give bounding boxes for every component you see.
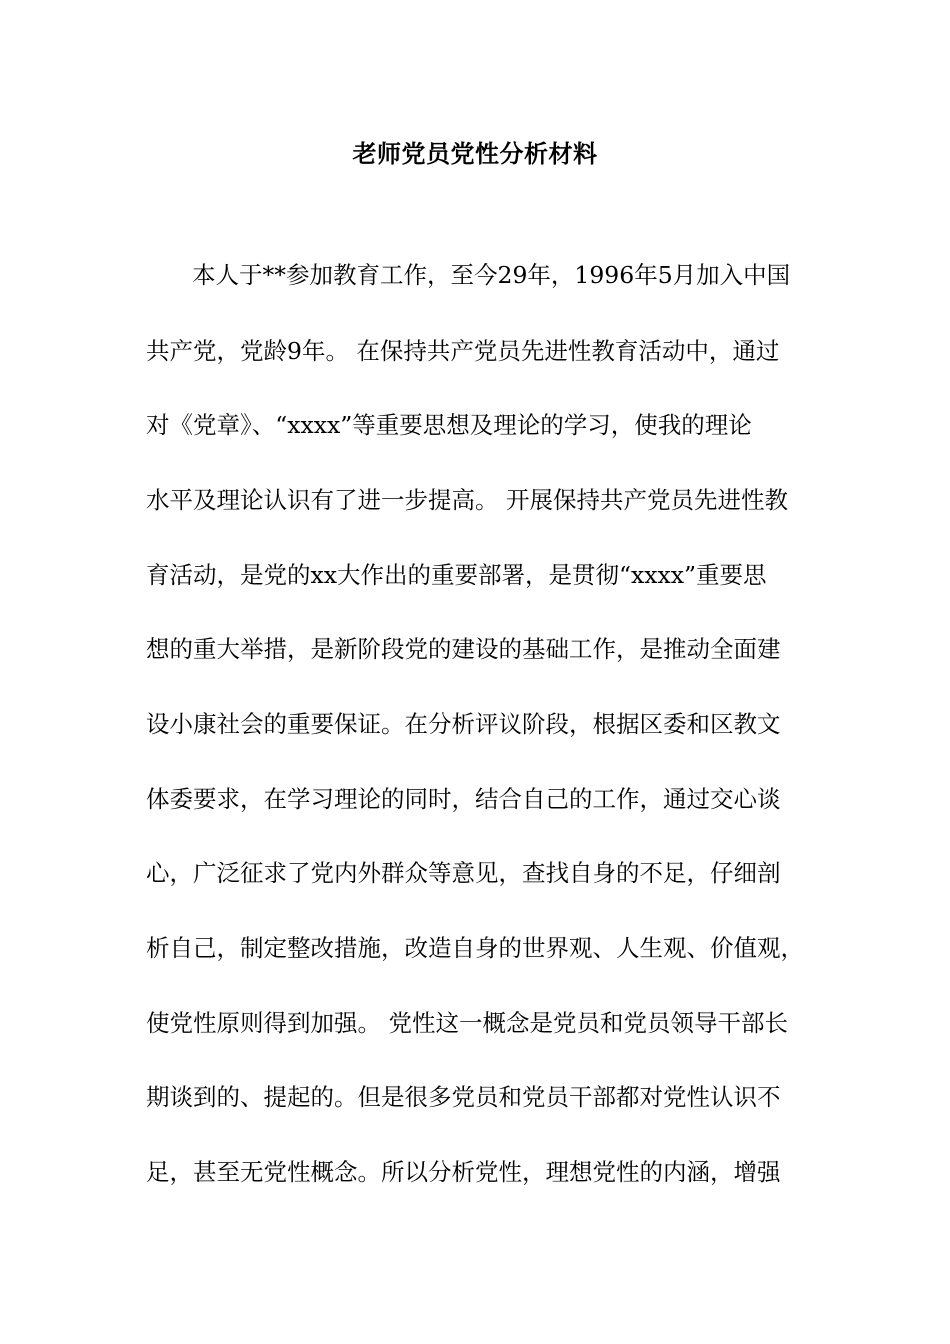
paragraph-line: 析自己，制定整改措施，改造自身的世界观、人生观、价值观， — [146, 934, 804, 962]
paragraph-line: 对《党章》、“xxxx”等重要思想及理论的学习，使我的理论 — [146, 411, 752, 439]
paragraph-line: 共产党，党龄9年。 在保持共产党员先进性教育活动中，通过 — [146, 337, 780, 365]
document-title: 老师党员党性分析材料 — [352, 139, 598, 168]
paragraph-line: 想的重大举措，是新阶段党的建设的基础工作，是推动全面建 — [146, 635, 781, 663]
paragraph-line: 育活动，是党的xx大作出的重要部署，是贯彻“xxxx”重要思 — [146, 561, 767, 589]
paragraph-line: 水平及理论认识有了进一步提高。 开展保持共产党员先进性教 — [146, 486, 788, 514]
paragraph-line: 期谈到的、提起的。但是很多党员和党员干部都对党性认识不 — [146, 1083, 781, 1111]
paragraph-line: 本人于**参加教育工作，至今29年，1996年5月加入中国 — [192, 261, 791, 289]
paragraph-line: 心，广泛征求了党内外群众等意见，查找自身的不足，仔细剖 — [146, 859, 781, 887]
paragraph-line: 体委要求，在学习理论的同时，结合自己的工作，通过交心谈 — [146, 785, 781, 813]
paragraph-line: 足，甚至无党性概念。所以分析党性，理想党性的内涵，增强 — [146, 1158, 781, 1186]
paragraph-line: 使党性原则得到加强。 党性这一概念是党员和党员领导干部长 — [146, 1009, 788, 1037]
paragraph-line: 设小康社会的重要保证。在分析评议阶段，根据区委和区教文 — [146, 710, 781, 738]
